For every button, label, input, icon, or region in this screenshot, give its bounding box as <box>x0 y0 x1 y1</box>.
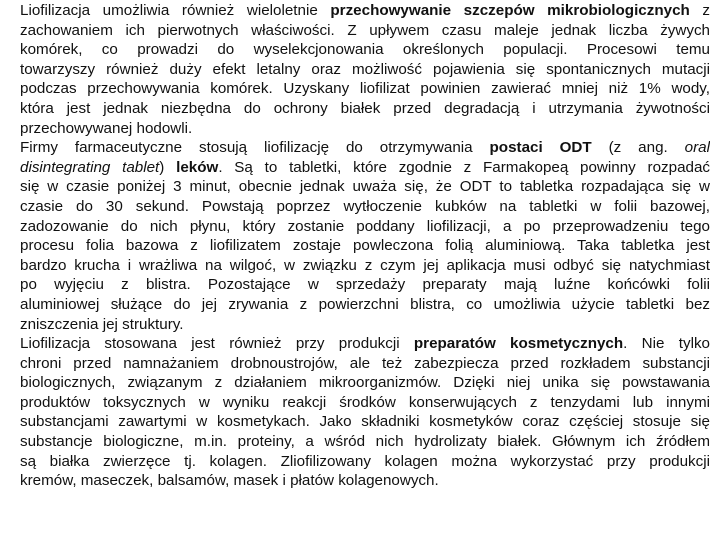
text-line: chroni przed namnażaniem drobnoustrojów, ale też zabezpiecza przed rozkładem substancji <box>20 354 710 372</box>
text-line: która jest jednak niezbędna do ochrony białek przed degradacją i utrzymania żywotności <box>20 99 710 117</box>
text-line: się w czasie poniżej 3 minut, obecnie jednak uważa się, że ODT to tabletka rozpadająca się w <box>20 178 710 196</box>
text-line: substancjami zawartymi w kosmetykach. Jako składniki kosmetyków coraz częściej stosuje się <box>20 413 710 431</box>
paragraph-cosmetics <box>20 334 710 491</box>
italic-phrase: disintegrating tablet <box>20 158 160 176</box>
text-line: zadozowanie do nich płynu, który zostanie poddany liofilizacji, a po przeprowadzeniu tego <box>20 217 710 235</box>
text-line: biologicznych, związanym z działaniem mikroorganizmów. Dzięki niej unika się powstawania <box>20 374 710 392</box>
text-line <box>20 158 710 178</box>
text-span: z <box>689 2 710 19</box>
text-line: kremów, maseczek, balsamów, masek i płatów kolagenowych. <box>20 472 439 490</box>
text-span: (z ang. <box>591 139 685 157</box>
text-span: Liofilizacja umożliwia również wieloletnie <box>20 2 331 19</box>
text-line: komórek, co prowadzi do wyselekcjonowania określonych populacji. Procesowi temu <box>20 41 710 59</box>
text-line: bardzo krucha i wrażliwa na wilgoć, w związku z czym jej aplikacja musi odbyć się natychmiast <box>20 256 710 274</box>
bold-phrase: przechowywanie szczepów mikrobiologicznych <box>330 2 690 19</box>
bold-phrase: preparatów kosmetycznych <box>413 335 624 353</box>
text-line: podczas przechowywania komórek. Uzyskany liofilizat powinien zawierać mniej niż 1% wody, <box>20 80 710 98</box>
text-line: towarzyszy również duży efekt letalny oraz możliwość pojawienia się spontanicznych mutacji <box>20 60 710 78</box>
text-line: zniszczenia jej struktury. <box>20 315 184 333</box>
text-line: produktów toksycznych w wyniku reakcji środków konserwujących z tenzydami lub innymi <box>20 393 710 411</box>
text-line: aluminiowej służące do jej zrywania z powierzchni blistra, co umożliwia użycie tabletki bez <box>20 295 710 313</box>
text-line <box>20 1 710 21</box>
text-line: po wyjęciu z blistra. Pozostające w sprzedaży preparaty mają luźne końcówki folii <box>20 276 710 294</box>
text-line: procesu folia bazowa z liofilizatem zostaje powleczona folią aluminiową. Taka tabletka jest <box>20 237 710 255</box>
paragraph-odt-tablets <box>20 138 710 334</box>
bold-phrase: postaci ODT <box>489 139 592 157</box>
text-line: substancje biologiczne, m.in. proteiny, a wśród nich hydrolizaty białek. Głównym ich źródłem <box>20 433 710 451</box>
text-span: ) <box>159 158 177 176</box>
text-line <box>20 334 710 354</box>
italic-phrase: oral <box>684 139 710 157</box>
text-span: . Są to tabletki, które zgodnie z Farmakopeą powinny rozpadać <box>218 158 710 176</box>
text-line: zachowaniem ich pierwotnych właściwości. Z upływem czasu maleje jednak liczba żywych <box>20 21 710 39</box>
document-body <box>20 1 710 491</box>
paragraph-storage-strains <box>20 1 710 138</box>
text-line: są białka zwierzęce tj. kolagen. Zliofilizowany kolagen można wykorzystać przy produkcji <box>20 452 710 470</box>
text-span: Firmy farmaceutyczne stosują liofilizację do otrzymywania <box>20 139 490 157</box>
text-line <box>20 138 710 158</box>
text-span: Liofilizacja stosowana jest również przy produkcji <box>20 335 414 353</box>
text-span: . Nie tylko <box>623 335 710 353</box>
text-line: przechowywanej hodowli. <box>20 119 193 137</box>
bold-phrase: leków <box>176 158 219 176</box>
text-line: czasie do 30 sekund. Powstają poprzez wytłoczenie kubków na tabletki w folii bazowej, <box>20 197 710 215</box>
